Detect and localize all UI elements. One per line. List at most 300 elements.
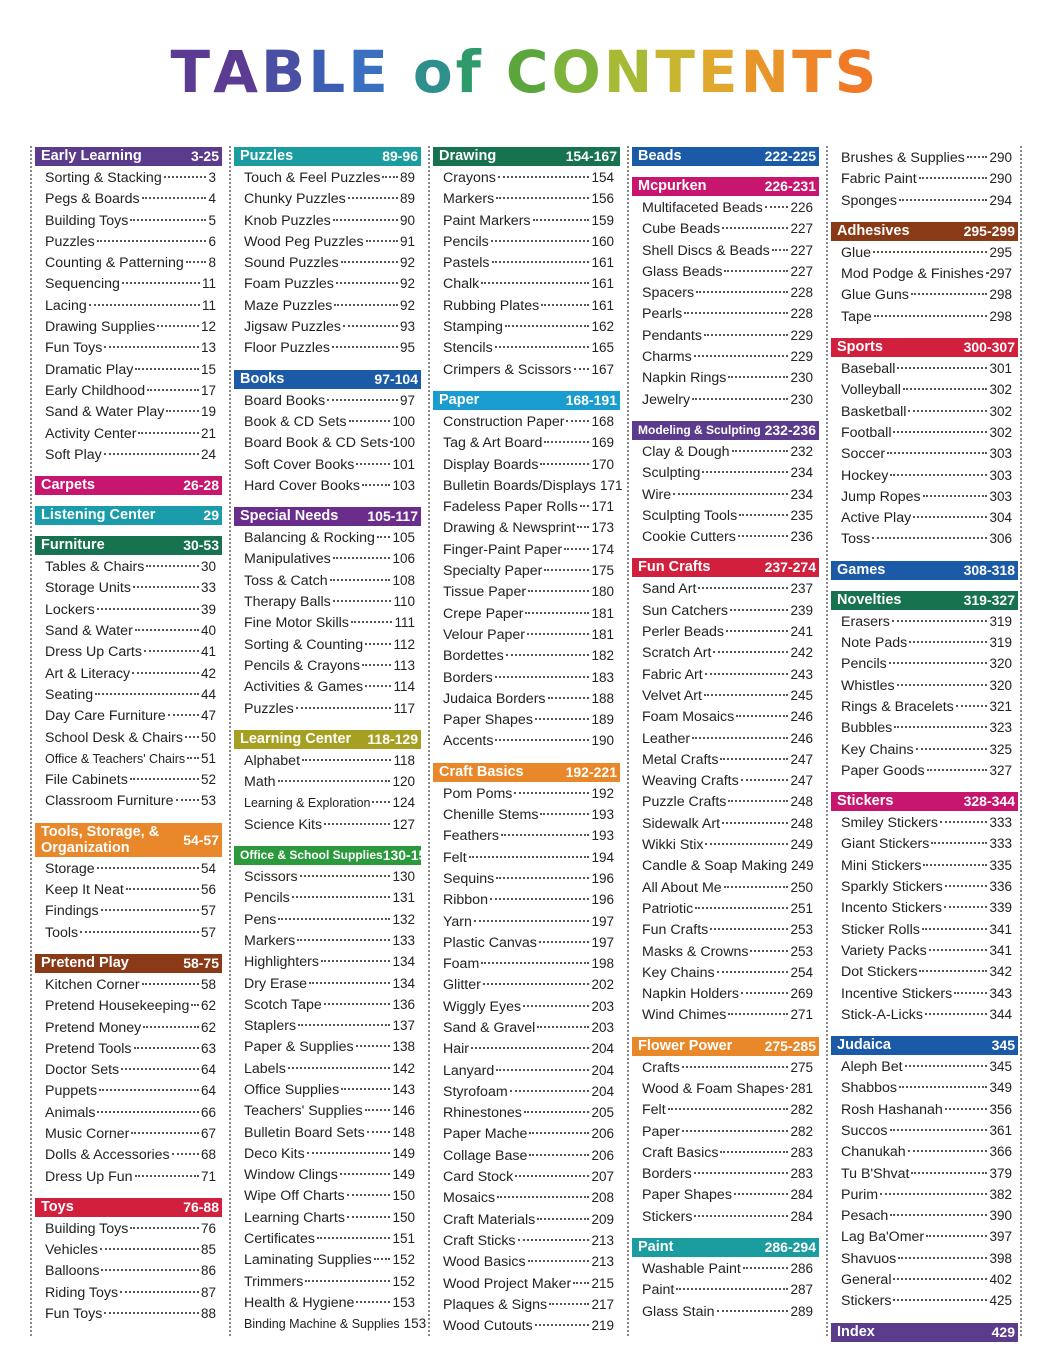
toc-entry[interactable] xyxy=(841,940,1020,961)
toc-entry[interactable] xyxy=(841,1099,1020,1120)
entry-page: 89 xyxy=(399,191,415,207)
section-header[interactable] xyxy=(234,730,421,749)
toc-entry[interactable] xyxy=(244,316,423,337)
toc-entry[interactable] xyxy=(443,1081,622,1102)
toc-entry[interactable] xyxy=(841,812,1020,833)
toc-entry[interactable] xyxy=(45,1059,224,1080)
toc-entry[interactable] xyxy=(443,359,622,380)
toc-entry[interactable] xyxy=(244,792,423,813)
dot-leader xyxy=(954,992,987,994)
toc-entry[interactable] xyxy=(841,486,1020,507)
toc-entry[interactable] xyxy=(841,379,1020,400)
toc-entry[interactable] xyxy=(841,465,1020,486)
entry-label: Tables & Chairs xyxy=(45,559,145,576)
toc-entry[interactable] xyxy=(841,1205,1020,1226)
title-letter: T xyxy=(792,38,835,106)
toc-entry[interactable] xyxy=(244,750,423,771)
entry-label: Puzzles xyxy=(244,700,294,717)
toc-entry[interactable] xyxy=(443,1294,622,1315)
toc-entry[interactable] xyxy=(244,454,423,475)
toc-entry[interactable] xyxy=(642,728,821,749)
toc-entry[interactable] xyxy=(642,346,821,367)
toc-entry[interactable] xyxy=(642,441,821,462)
toc-entry[interactable] xyxy=(841,1248,1020,1269)
toc-entry[interactable] xyxy=(642,1163,821,1184)
toc-entry[interactable] xyxy=(45,1282,224,1303)
toc-entry[interactable] xyxy=(45,1260,224,1281)
toc-entry[interactable] xyxy=(642,505,821,526)
toc-entry[interactable] xyxy=(642,621,821,642)
toc-entry[interactable] xyxy=(45,1123,224,1144)
toc-entry[interactable] xyxy=(642,1279,821,1300)
toc-entry[interactable] xyxy=(244,252,423,273)
toc-entry[interactable] xyxy=(443,709,622,730)
toc-entry[interactable] xyxy=(45,684,224,705)
entry-page: 253 xyxy=(790,943,813,959)
toc-entry[interactable] xyxy=(841,1290,1020,1311)
toc-entry[interactable] xyxy=(642,834,821,855)
toc-entry[interactable] xyxy=(443,581,622,602)
entry-page: 302 xyxy=(989,403,1012,419)
toc-entry[interactable] xyxy=(443,252,622,273)
toc-entry[interactable] xyxy=(443,974,622,995)
toc-entry[interactable] xyxy=(244,994,423,1015)
toc-entry[interactable] xyxy=(642,749,821,770)
toc-entry[interactable] xyxy=(45,337,224,358)
section-header[interactable] xyxy=(831,338,1018,357)
section-header[interactable] xyxy=(632,558,819,577)
entry-label: Pencils xyxy=(443,233,489,250)
toc-entry[interactable] xyxy=(45,727,224,748)
toc-entry[interactable] xyxy=(443,1251,622,1272)
toc-entry[interactable] xyxy=(244,591,423,612)
toc-entry[interactable] xyxy=(841,675,1020,696)
toc-entry[interactable] xyxy=(45,188,224,209)
section-header[interactable] xyxy=(234,507,421,526)
toc-entry[interactable] xyxy=(244,866,423,887)
column-4 xyxy=(627,146,821,1336)
toc-entry[interactable] xyxy=(642,791,821,812)
toc-entry[interactable] xyxy=(642,1142,821,1163)
section-header[interactable] xyxy=(234,370,421,389)
toc-entry[interactable] xyxy=(841,855,1020,876)
section-header[interactable] xyxy=(831,222,1018,241)
toc-entry[interactable] xyxy=(642,197,821,218)
toc-entry[interactable] xyxy=(841,1141,1020,1162)
toc-entry[interactable] xyxy=(443,496,622,517)
toc-entry[interactable] xyxy=(642,983,821,1004)
toc-entry[interactable] xyxy=(244,231,423,252)
toc-entry[interactable] xyxy=(642,642,821,663)
toc-entry[interactable] xyxy=(841,190,1020,211)
toc-entry[interactable] xyxy=(45,380,224,401)
toc-entry[interactable] xyxy=(443,603,622,624)
toc-entry[interactable] xyxy=(443,560,622,581)
toc-entry[interactable] xyxy=(642,526,821,547)
toc-entry[interactable] xyxy=(642,484,821,505)
section-header[interactable] xyxy=(234,147,421,166)
toc-entry[interactable] xyxy=(244,887,423,908)
section-header[interactable] xyxy=(831,561,1018,580)
toc-entry[interactable] xyxy=(45,1017,224,1038)
section-header[interactable] xyxy=(35,476,222,495)
toc-entry[interactable] xyxy=(244,295,423,316)
section-header[interactable] xyxy=(35,823,222,857)
toc-entry[interactable] xyxy=(443,667,622,688)
toc-entry[interactable] xyxy=(244,951,423,972)
toc-entry[interactable] xyxy=(642,898,821,919)
toc-entry[interactable] xyxy=(45,705,224,726)
toc-entry[interactable] xyxy=(45,900,224,921)
toc-entry[interactable] xyxy=(841,1163,1020,1184)
toc-entry[interactable] xyxy=(841,919,1020,940)
toc-entry[interactable] xyxy=(642,1206,821,1227)
toc-entry[interactable] xyxy=(45,995,224,1016)
toc-entry[interactable] xyxy=(45,1218,224,1239)
toc-entry[interactable] xyxy=(642,855,821,876)
entry-page: 6 xyxy=(208,233,216,249)
section-header[interactable] xyxy=(35,147,222,166)
toc-entry[interactable] xyxy=(443,454,622,475)
toc-entry[interactable] xyxy=(244,1079,423,1100)
section-header[interactable] xyxy=(35,1198,222,1217)
toc-entry[interactable] xyxy=(45,167,224,188)
toc-entry[interactable] xyxy=(642,1057,821,1078)
toc-entry[interactable] xyxy=(841,507,1020,528)
toc-entry[interactable] xyxy=(45,401,224,422)
toc-entry[interactable] xyxy=(443,337,622,358)
entry-page: 130 xyxy=(392,869,415,885)
toc-entry[interactable] xyxy=(443,688,622,709)
toc-entry[interactable] xyxy=(443,847,622,868)
dot-leader xyxy=(481,282,589,284)
toc-entry[interactable] xyxy=(45,273,224,294)
toc-entry[interactable] xyxy=(45,1303,224,1324)
toc-entry[interactable] xyxy=(244,188,423,209)
toc-entry[interactable] xyxy=(841,717,1020,738)
toc-entry[interactable] xyxy=(45,663,224,684)
toc-entry[interactable] xyxy=(443,517,622,538)
toc-entry[interactable] xyxy=(841,1226,1020,1247)
dot-leader xyxy=(347,1216,391,1218)
toc-entry[interactable] xyxy=(642,1258,821,1279)
toc-entry[interactable] xyxy=(443,1017,622,1038)
toc-entry[interactable] xyxy=(45,922,224,943)
toc-entry[interactable] xyxy=(642,770,821,791)
toc-entry[interactable] xyxy=(244,548,423,569)
toc-entry[interactable] xyxy=(841,1004,1020,1025)
toc-entry[interactable] xyxy=(45,1239,224,1260)
toc-entry[interactable] xyxy=(244,527,423,548)
toc-entry[interactable] xyxy=(244,909,423,930)
toc-entry[interactable] xyxy=(443,953,622,974)
entry-page: 167 xyxy=(591,361,614,377)
toc-entry[interactable] xyxy=(244,1313,427,1334)
toc-entry[interactable] xyxy=(244,814,423,835)
toc-entry[interactable] xyxy=(45,974,224,995)
toc-entry[interactable] xyxy=(244,1143,423,1164)
toc-entry[interactable] xyxy=(443,1145,622,1166)
toc-entry[interactable] xyxy=(642,664,821,685)
toc-entry[interactable] xyxy=(841,358,1020,379)
toc-entry[interactable] xyxy=(244,475,423,496)
toc-entry[interactable] xyxy=(443,1123,622,1144)
toc-entry[interactable] xyxy=(841,306,1020,327)
toc-entry[interactable] xyxy=(443,1102,622,1123)
toc-entry[interactable] xyxy=(642,218,821,239)
toc-entry[interactable] xyxy=(443,932,622,953)
toc-entry[interactable] xyxy=(244,612,423,633)
dot-leader xyxy=(332,346,398,348)
toc-entry[interactable] xyxy=(841,983,1020,1004)
toc-entry[interactable] xyxy=(642,685,821,706)
toc-entry[interactable] xyxy=(443,645,622,666)
toc-entry[interactable] xyxy=(841,263,1020,284)
toc-entry[interactable] xyxy=(443,167,622,188)
toc-entry[interactable] xyxy=(841,1056,1020,1077)
toc-entry[interactable] xyxy=(642,462,821,483)
toc-entry[interactable] xyxy=(45,210,224,231)
toc-entry[interactable] xyxy=(443,1166,622,1187)
toc-entry[interactable] xyxy=(244,1058,423,1079)
toc-entry[interactable] xyxy=(841,1269,1020,1290)
toc-entry[interactable] xyxy=(642,1004,821,1025)
toc-entry[interactable] xyxy=(443,188,622,209)
toc-entry[interactable] xyxy=(841,401,1020,422)
toc-entry[interactable] xyxy=(45,1038,224,1059)
toc-entry[interactable] xyxy=(642,325,821,346)
toc-entry[interactable] xyxy=(45,252,224,273)
toc-entry[interactable] xyxy=(244,432,423,453)
dot-leader xyxy=(705,673,789,675)
toc-entry[interactable] xyxy=(443,1187,622,1208)
toc-entry[interactable] xyxy=(244,634,423,655)
toc-entry[interactable] xyxy=(841,147,1020,168)
toc-entry[interactable] xyxy=(244,771,423,792)
section-header[interactable] xyxy=(35,954,222,973)
entry-label: Balancing & Rocking xyxy=(244,530,375,547)
toc-entry[interactable] xyxy=(244,676,423,697)
entry-page: 290 xyxy=(989,171,1012,187)
toc-entry[interactable] xyxy=(244,337,423,358)
toc-entry[interactable] xyxy=(841,696,1020,717)
toc-entry[interactable] xyxy=(443,231,622,252)
toc-entry[interactable] xyxy=(642,367,821,388)
toc-entry[interactable] xyxy=(244,1292,423,1313)
toc-entry[interactable] xyxy=(642,1301,821,1322)
section-header[interactable] xyxy=(35,536,222,555)
toc-entry[interactable] xyxy=(443,783,622,804)
toc-entry[interactable] xyxy=(841,1120,1020,1141)
dot-leader xyxy=(899,199,987,201)
toc-entry[interactable] xyxy=(841,422,1020,443)
toc-entry[interactable] xyxy=(443,868,622,889)
toc-entry[interactable] xyxy=(244,930,423,951)
toc-entry[interactable] xyxy=(443,1060,622,1081)
section-header[interactable] xyxy=(234,846,435,865)
toc-entry[interactable] xyxy=(45,1102,224,1123)
toc-entry[interactable] xyxy=(443,1209,622,1230)
toc-entry[interactable] xyxy=(244,210,423,231)
toc-entry[interactable] xyxy=(45,790,224,811)
toc-entry[interactable] xyxy=(244,1207,423,1228)
toc-entry[interactable] xyxy=(45,556,224,577)
entry-label: Lanyard xyxy=(443,1062,495,1079)
toc-entry[interactable] xyxy=(443,825,622,846)
toc-entry[interactable] xyxy=(443,316,622,337)
toc-entry[interactable] xyxy=(841,611,1020,632)
toc-entry[interactable] xyxy=(244,1164,423,1185)
toc-entry[interactable] xyxy=(642,303,821,324)
entry-label: Scratch Art xyxy=(642,645,712,662)
toc-entry[interactable] xyxy=(841,833,1020,854)
toc-entry[interactable] xyxy=(244,1100,423,1121)
toc-entry[interactable] xyxy=(642,919,821,940)
toc-entry[interactable] xyxy=(443,273,622,294)
section-pages: 58-75 xyxy=(183,954,219,971)
dot-leader xyxy=(490,898,590,900)
toc-entry[interactable] xyxy=(642,962,821,983)
toc-entry[interactable] xyxy=(45,769,224,790)
section-header[interactable] xyxy=(632,177,819,196)
toc-entry[interactable] xyxy=(244,411,423,432)
toc-entry[interactable] xyxy=(642,1184,821,1205)
toc-entry[interactable] xyxy=(244,973,423,994)
toc-entry[interactable] xyxy=(45,1166,224,1187)
dot-leader xyxy=(469,856,590,858)
toc-entry[interactable] xyxy=(642,706,821,727)
toc-entry[interactable] xyxy=(642,1078,821,1099)
entry-page: 333 xyxy=(989,815,1012,831)
section-header[interactable] xyxy=(831,792,1018,811)
toc-entry[interactable] xyxy=(841,284,1020,305)
section-header[interactable] xyxy=(433,391,620,410)
toc-entry[interactable] xyxy=(45,231,224,252)
toc-entry[interactable] xyxy=(841,961,1020,982)
toc-entry[interactable] xyxy=(443,210,622,231)
section-header[interactable] xyxy=(831,1036,1018,1055)
toc-entry[interactable] xyxy=(642,600,821,621)
toc-entry[interactable] xyxy=(443,432,622,453)
toc-entry[interactable] xyxy=(45,748,224,769)
section-header[interactable] xyxy=(433,147,620,166)
title-letter: N xyxy=(603,38,656,106)
toc-section xyxy=(430,763,622,1347)
toc-entry[interactable] xyxy=(45,599,224,620)
toc-entry[interactable] xyxy=(642,1099,821,1120)
toc-entry[interactable] xyxy=(642,578,821,599)
section-header[interactable] xyxy=(632,421,819,440)
toc-entry[interactable] xyxy=(244,1036,423,1057)
section-header[interactable] xyxy=(433,763,620,782)
toc-entry[interactable] xyxy=(244,1185,423,1206)
toc-entry[interactable] xyxy=(841,653,1020,674)
toc-entry[interactable] xyxy=(841,1184,1020,1205)
toc-entry[interactable] xyxy=(443,889,622,910)
toc-entry[interactable] xyxy=(45,1144,224,1165)
toc-entry[interactable] xyxy=(45,295,224,316)
toc-entry[interactable] xyxy=(841,739,1020,760)
entry-page: 333 xyxy=(989,836,1012,852)
dot-leader xyxy=(97,608,199,610)
toc-entry[interactable] xyxy=(45,1080,224,1101)
toc-entry[interactable] xyxy=(443,1230,622,1251)
toc-entry[interactable] xyxy=(443,804,622,825)
toc-entry[interactable] xyxy=(45,359,224,380)
toc-entry[interactable] xyxy=(443,1315,622,1336)
toc-entry[interactable] xyxy=(45,879,224,900)
entry-page: 189 xyxy=(591,712,614,728)
toc-entry[interactable] xyxy=(642,877,821,898)
dot-leader xyxy=(940,821,988,823)
toc-entry[interactable] xyxy=(841,760,1020,781)
toc-entry[interactable] xyxy=(244,655,423,676)
toc-entry[interactable] xyxy=(443,996,622,1017)
toc-entry[interactable] xyxy=(45,577,224,598)
toc-entry[interactable] xyxy=(841,443,1020,464)
toc-entry[interactable] xyxy=(45,316,224,337)
toc-entry[interactable] xyxy=(443,411,622,432)
toc-entry[interactable] xyxy=(841,1077,1020,1098)
toc-entry[interactable] xyxy=(841,897,1020,918)
toc-entry[interactable] xyxy=(244,167,423,188)
toc-entry[interactable] xyxy=(244,1015,423,1036)
toc-entry[interactable] xyxy=(443,624,622,645)
toc-entry[interactable] xyxy=(244,1122,423,1143)
toc-entry[interactable] xyxy=(443,539,622,560)
toc-entry[interactable] xyxy=(45,641,224,662)
toc-entry[interactable] xyxy=(642,261,821,282)
entry-label: Board Book & CD Sets xyxy=(244,435,389,452)
toc-entry[interactable] xyxy=(841,632,1020,653)
toc-entry[interactable] xyxy=(244,273,423,294)
toc-entry[interactable] xyxy=(443,911,622,932)
toc-entry[interactable] xyxy=(244,1228,423,1249)
section-header[interactable] xyxy=(831,1323,1018,1342)
toc-entry[interactable] xyxy=(45,858,224,879)
toc-entry[interactable] xyxy=(841,242,1020,263)
section-header[interactable] xyxy=(35,506,222,525)
toc-entry[interactable] xyxy=(244,390,423,411)
dot-leader xyxy=(692,398,788,400)
toc-entry[interactable] xyxy=(443,475,622,496)
toc-entry[interactable] xyxy=(244,570,423,591)
toc-entry[interactable] xyxy=(45,620,224,641)
toc-entry[interactable] xyxy=(642,240,821,261)
section-header[interactable] xyxy=(831,591,1018,610)
toc-entry[interactable] xyxy=(841,876,1020,897)
toc-entry[interactable] xyxy=(642,282,821,303)
toc-entry[interactable] xyxy=(45,444,224,465)
section-header[interactable] xyxy=(632,1238,819,1257)
toc-entry[interactable] xyxy=(642,389,821,410)
toc-entry[interactable] xyxy=(45,423,224,444)
section-header[interactable] xyxy=(632,1037,819,1056)
toc-entry[interactable] xyxy=(841,528,1020,549)
toc-entry[interactable] xyxy=(443,1038,622,1059)
toc-entry[interactable] xyxy=(443,730,622,751)
toc-entry[interactable] xyxy=(244,698,423,719)
toc-entry[interactable] xyxy=(642,1121,821,1142)
toc-entry[interactable] xyxy=(642,813,821,834)
toc-entry[interactable] xyxy=(642,941,821,962)
toc-entry[interactable] xyxy=(841,168,1020,189)
toc-entry[interactable] xyxy=(443,295,622,316)
section-header[interactable] xyxy=(632,147,819,166)
toc-entry[interactable] xyxy=(443,1273,622,1294)
toc-entry[interactable] xyxy=(244,1271,423,1292)
toc-entry[interactable] xyxy=(244,1249,423,1270)
